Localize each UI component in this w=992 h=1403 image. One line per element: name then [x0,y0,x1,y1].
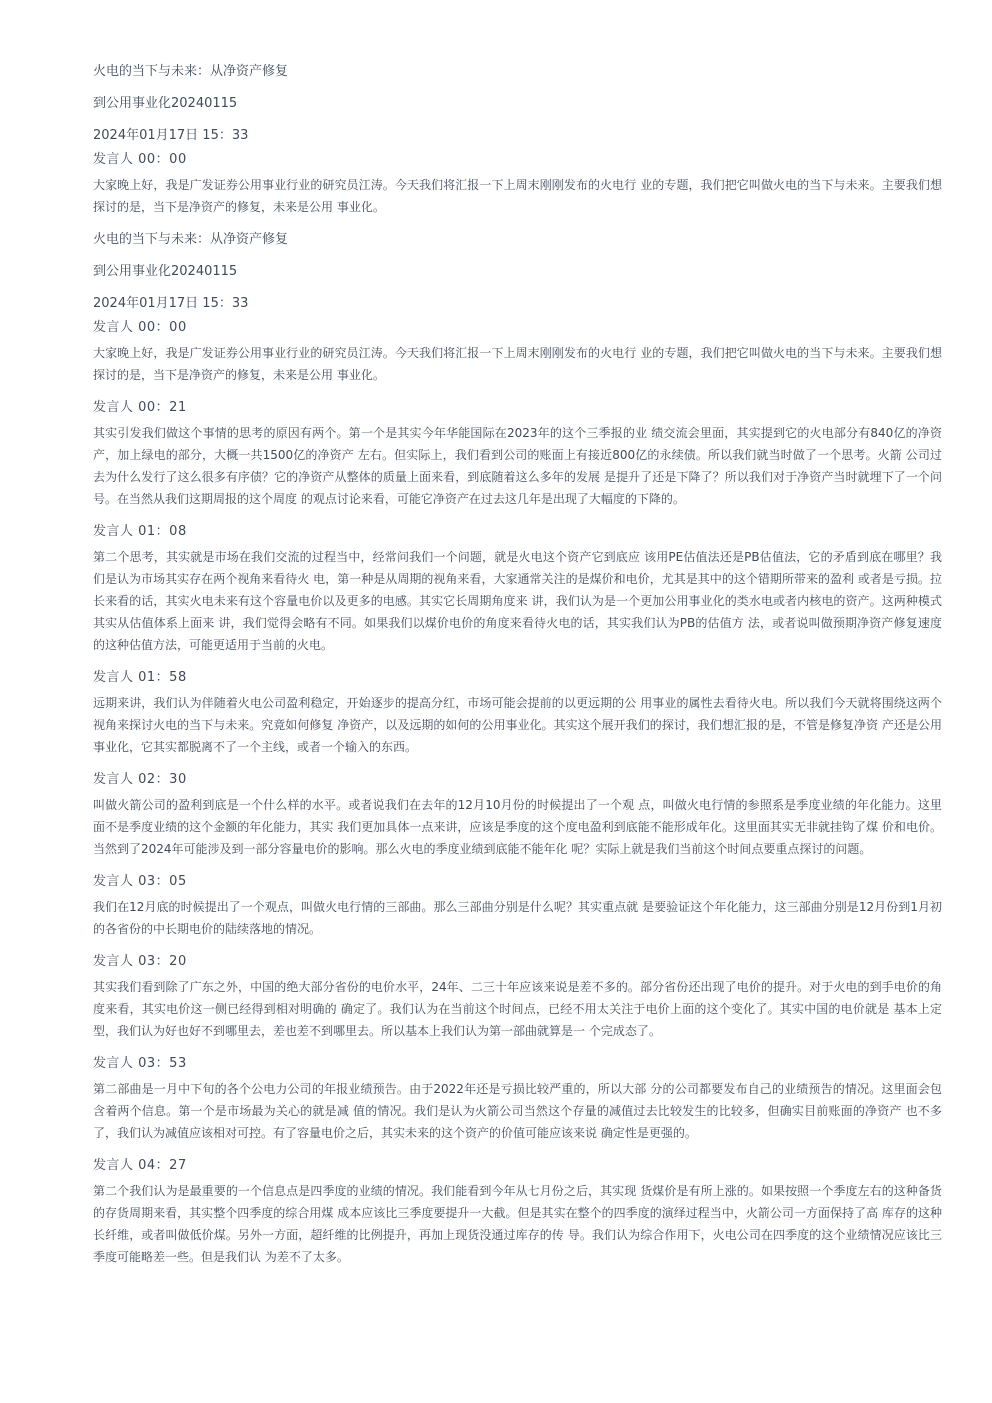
speaker-timestamp: 发言人 03：05 [93,874,187,889]
speech-paragraph: 其实引发我们做这个事情的思考的原因有两个。第一个是其实今年华能国际在2023年的这个三季报的业 绩交流会里面，其实提到它的火电部分有840亿的净资产，加上绿电的部分，大概一共1500亿的净资产 左右。但实际上，我们看到公司的账面上有接近800亿的永续债。所以我们就当时做了一个思考。火箭 公司过去为什么发行了这么很多有序债？它的净资产从整体的质量上面来看，到底随着这么多年的发展 是提升了还是下降了？所以我们对于净资产当时就埋下了一个问号。在当然从我们这期周报的这个周度 的观点讨论来看，可能它净资产在过去这几年是出现了大幅度的下降的。 [93,426,942,506]
speaker-timestamp: 发言人 00：00 [93,320,187,335]
transcript-page [93,62,942,1280]
speaker-block [93,770,942,860]
speaker-timestamp: 发言人 03：53 [93,1056,187,1071]
speaker-timestamp: 发言人 04：27 [93,1158,187,1173]
document-title-line2: 到公用事业化20240115 [93,264,238,279]
speech-paragraph: 其实我们看到除了广东之外，中国的绝大部分省份的电价水平，24年、二三十年应该来说是差不多的。部分省份还出现了电价的提升。对于火电的到手电价的角度来看，其实电价这一侧已经得到相对明确的 确定了。我们认为在当前这个时间点，已经不用太关注于电价上面的这个变化了。其实中国的电价就是 基本上定型，我们认为好也好不到哪里去，差也差不到哪里去。所以基本上我们认为第一部曲就算是一 个完成态了。 [93,980,942,1038]
speech-paragraph: 第二部曲是一月中下旬的各个公电力公司的年报业绩预告。由于2022年还是亏损比较严重的，所以大部 分的公司都要发布自己的业绩预告的情况。这里面会包含着两个信息。第一个是市场最为关心的就是减 值的情况。我们是认为火箭公司当然这个存量的减值过去比较发生的比较多，但确实目前账面的净资产 也不多了，我们认为减值应该相对可控。有了容量电价之后，其实未来的这个资产的价值可能应该来说 确定性是更强的。 [93,1082,942,1140]
document-title-line1: 火电的当下与未来：从净资产修复 [93,64,289,79]
speaker-block [93,952,942,1042]
speaker-block [93,318,942,386]
speaker-timestamp: 发言人 03：20 [93,954,187,969]
document-header-repeat [93,230,942,314]
speaker-timestamp: 发言人 00：00 [93,152,187,167]
speaker-block [93,668,942,758]
speaker-block [93,522,942,656]
document-title-line1: 火电的当下与未来：从净资产修复 [93,232,289,247]
speech-paragraph: 大家晚上好，我是广发证券公用事业行业的研究员江涛。今天我们将汇报一下上周末刚刚发布的火电行 业的专题，我们把它叫做火电的当下与未来。主要我们想探讨的是，当下是净资产的修复，未来是公用 事业化。 [93,178,942,214]
speaker-block [93,398,942,510]
speech-paragraph: 叫做火箭公司的盈利到底是一个什么样的水平。或者说我们在去年的12月10月份的时候提出了一个观 点，叫做火电行情的参照系是季度业绩的年化能力。这里面不是季度业绩的这个金额的年化能力，其实 我们更加具体一点来讲，应该是季度的这个度电盈利到底能不能形成年化。这里面其实无非就挂钩了煤 价和电价。当然到了2024年可能涉及到一部分容量电价的影响。那么火电的季度业绩到底能不能年化 呢？实际上就是我们当前这个时间点要重点探讨的问题。 [93,798,942,856]
speaker-block [93,150,942,218]
speech-paragraph: 我们在12月底的时候提出了一个观点，叫做火电行情的三部曲。那么三部曲分别是什么呢？其实重点就 是要验证这个年化能力，这三部曲分别是12月份到1月初的各省份的中长期电价的陆续落地的情况。 [93,900,942,936]
speaker-timestamp: 发言人 02：30 [93,772,187,787]
speaker-timestamp: 发言人 01：58 [93,670,187,685]
speaker-timestamp: 发言人 00：21 [93,400,187,415]
document-date: 2024年01月17日 15：33 [93,128,249,143]
document-date: 2024年01月17日 15：33 [93,296,249,311]
speech-paragraph: 大家晚上好，我是广发证券公用事业行业的研究员江涛。今天我们将汇报一下上周末刚刚发布的火电行 业的专题，我们把它叫做火电的当下与未来。主要我们想探讨的是，当下是净资产的修复，未来是公用 事业化。 [93,346,942,382]
speaker-timestamp: 发言人 01：08 [93,524,187,539]
speech-paragraph: 远期来讲，我们认为伴随着火电公司盈利稳定，开始逐步的提高分红，市场可能会提前的以更远期的公 用事业的属性去看待火电。所以我们今天就将围绕这两个视角来探讨火电的当下与未来。究竟如何修复 净资产，以及远期的如何的公用事业化。其实这个展开我们的探讨，我们想汇报的是，不管是修复净资 产还是公用事业化，它其实都脱离不了一个主线，或者一个输入的东西。 [93,696,942,754]
speech-paragraph: 第二个我们认为是最重要的一个信息点是四季度的业绩的情况。我们能看到今年从七月份之后，其实现 货煤价是有所上涨的。如果按照一个季度左右的这种备货的存货周期来看，其实整个四季度的综合用煤 成本应该比三季度要提升一大截。但是其实在整个的四季度的演绎过程当中，火箭公司一方面保持了高 库存的这种长纤维，或者叫做低价煤。另外一方面，超纤维的比例提升，再加上现货没通过库存的传 导。我们认为综合作用下，火电公司在四季度的这个业绩情况应该比三季度可能略差一些。但是我们认 为差不了太多。 [93,1184,942,1264]
speaker-block [93,872,942,940]
document-title-line2: 到公用事业化20240115 [93,96,238,111]
speech-paragraph: 第二个思考，其实就是市场在我们交流的过程当中，经常问我们一个问题，就是火电这个资产它到底应 该用PE估值法还是PB估值法，它的矛盾到底在哪里？我们是认为市场其实存在两个视角来看待火 电，第一种是从周期的视角来看，大家通常关注的是煤价和电价，尤其是其中的这个错期所带来的盈利 或者是亏损。拉长来看的话，其实火电未来有这个容量电价以及更多的电感。其实它长周期角度来 讲，我们认为是一个更加公用事业化的类水电或者内核电的资产。这两种模式其实从估值体系上面来 讲，我们觉得会略有不同。如果我们以煤价电价的角度来看待火电的话，其实我们认为PB的估值方 法，或者说叫做预期净资产修复速度的这种估值方法，可能更适用于当前的火电。 [93,550,942,652]
speaker-block [93,1156,942,1268]
document-header [93,62,942,146]
speaker-block [93,1054,942,1144]
